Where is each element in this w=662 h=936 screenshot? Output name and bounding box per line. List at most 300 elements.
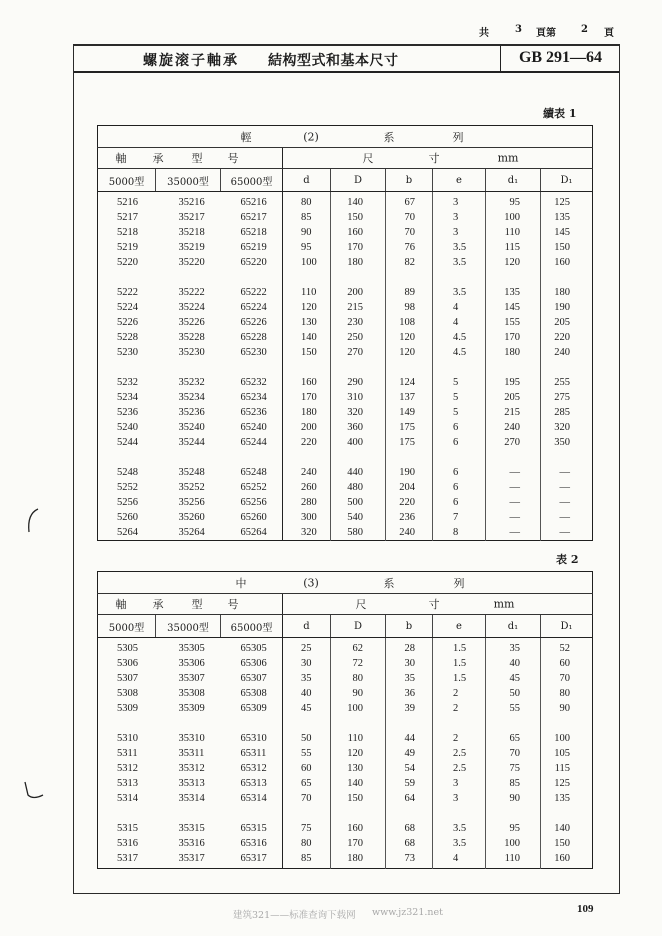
dim-e-cell: 3.5 (433, 836, 486, 851)
spacer-cell (386, 716, 433, 731)
type-65000-cell: 65240 (240, 422, 267, 433)
dim-outer-d-cell: 230 (331, 315, 386, 330)
dim-header-char: 寸 (428, 598, 440, 611)
type-65000-cell: 65314 (240, 793, 267, 804)
spacer-row (98, 866, 593, 869)
watermark-site: 建筑321——标准查询下载网 (233, 910, 356, 921)
type-5000-cell: 5312 (117, 763, 138, 774)
table-row (98, 375, 593, 390)
dim-d-cell: 55 (283, 746, 331, 761)
type-5000-cell: 5315 (117, 823, 138, 834)
spacer-cell (486, 806, 541, 821)
spacer-cell (331, 270, 386, 285)
dim-b-cell: 30 (386, 656, 433, 671)
dim-d1-cell: 205 (486, 390, 541, 405)
type-35000-cell: 35310 (178, 733, 205, 744)
dim-d-cell: 95 (283, 240, 331, 255)
table-row (98, 420, 593, 435)
dim-b-cell: 89 (386, 285, 433, 300)
column-header: 5000型 (98, 615, 156, 638)
dim-d-cell: 100 (283, 255, 331, 270)
dim-d-cell: 45 (283, 701, 331, 716)
table-row (98, 345, 593, 360)
dim-b-cell: 36 (386, 686, 433, 701)
column-header: b (386, 169, 433, 192)
dim-outer-d-cell: 100 (331, 701, 386, 716)
type-35000-cell: 35224 (178, 302, 205, 313)
column-header: d₁ (486, 169, 541, 192)
table-row (98, 791, 593, 806)
table-row (98, 701, 593, 716)
dim-b-cell: 120 (386, 345, 433, 360)
dim-d1-cell: 90 (486, 791, 541, 806)
column-header: 65000型 (221, 615, 283, 638)
dim-outer-d1-cell: 135 (541, 791, 593, 806)
spacer-cell (541, 716, 593, 731)
dim-b-cell: 73 (386, 851, 433, 866)
dim-d1-cell: 120 (486, 255, 541, 270)
dim-e-cell: 8 (433, 525, 486, 541)
table-row (98, 225, 593, 240)
spacer-cell (433, 450, 486, 465)
dim-outer-d-cell: 580 (331, 525, 386, 541)
type-35000-cell: 35314 (178, 793, 205, 804)
dim-b-cell: 204 (386, 480, 433, 495)
dim-d-cell: 85 (283, 210, 331, 225)
type-header-char: 号 (227, 598, 239, 611)
dim-d1-cell: 40 (486, 656, 541, 671)
dim-outer-d-cell: 310 (331, 390, 386, 405)
dim-b-cell: 44 (386, 731, 433, 746)
type-35000-cell: 35256 (178, 497, 205, 508)
spacer-cell (433, 270, 486, 285)
page-total: 3 (515, 24, 522, 35)
column-header: 5000型 (98, 169, 156, 192)
dim-d-cell: 320 (283, 525, 331, 541)
dim-outer-d1-cell: 80 (541, 686, 593, 701)
page-suffix: 頁 (604, 28, 614, 39)
spacer-cell (98, 716, 156, 731)
type-65000-cell: 65234 (240, 392, 267, 403)
table-row (98, 480, 593, 495)
dim-header-char: 尺 (355, 598, 367, 611)
dim-outer-d-cell: 270 (331, 345, 386, 360)
dim-outer-d-cell: 400 (331, 435, 386, 450)
dim-e-cell: 4 (433, 300, 486, 315)
column-header: e (433, 169, 486, 192)
dim-b-cell: 70 (386, 210, 433, 225)
dim-d-cell: 150 (283, 345, 331, 360)
type-65000-cell: 65224 (240, 302, 267, 313)
dim-d1-cell: 50 (486, 686, 541, 701)
type-35000-cell: 35306 (178, 658, 205, 669)
dim-b-cell: 220 (386, 495, 433, 510)
dimension-group-header (283, 594, 593, 615)
dim-e-cell: 2 (433, 731, 486, 746)
dim-b-cell: 120 (386, 330, 433, 345)
type-65000-cell: 65308 (240, 688, 267, 699)
dim-outer-d1-cell: 125 (541, 776, 593, 791)
dim-outer-d1-cell: 320 (541, 420, 593, 435)
series-title-row (98, 126, 593, 148)
dim-outer-d-cell: 250 (331, 330, 386, 345)
table-row (98, 210, 593, 225)
unit-label: mm (497, 151, 519, 165)
dim-outer-d-cell: 360 (331, 420, 386, 435)
spacer-cell (98, 806, 156, 821)
spacer-cell (386, 806, 433, 821)
dim-d1-cell: 65 (486, 731, 541, 746)
type-5000-cell: 5232 (117, 377, 138, 388)
dim-d-cell: 70 (283, 791, 331, 806)
table-row (98, 821, 593, 836)
spacer-cell (156, 270, 221, 285)
light-series-table (97, 125, 593, 541)
type-5000-cell: 5252 (117, 482, 138, 493)
spacer-cell (433, 716, 486, 731)
dim-b-cell: 64 (386, 791, 433, 806)
dim-e-cell: 4 (433, 851, 486, 866)
dim-d1-cell: 240 (486, 420, 541, 435)
type-header-char: 号 (227, 152, 239, 165)
series-label: 系 (383, 130, 395, 144)
type-65000-cell: 65311 (240, 748, 267, 759)
type-35000-cell: 35240 (178, 422, 205, 433)
dim-e-cell: 1.5 (433, 671, 486, 686)
spacer-cell (98, 866, 156, 869)
type-5000-cell: 5236 (117, 407, 138, 418)
spacer-cell (98, 360, 156, 375)
type-5000-cell: 5220 (117, 257, 138, 268)
dim-outer-d-cell: 290 (331, 375, 386, 390)
type-65000-cell: 65260 (240, 512, 267, 523)
spacer-cell (331, 866, 386, 869)
dim-d1-cell: 45 (486, 671, 541, 686)
dim-outer-d1-cell: 160 (541, 255, 593, 270)
type-header-char: 承 (152, 598, 164, 611)
type-5000-cell: 5314 (117, 793, 138, 804)
spacer-row (98, 806, 593, 821)
type-65000-cell: 65244 (240, 437, 267, 448)
dim-b-cell: 35 (386, 671, 433, 686)
dim-outer-d1-cell: 70 (541, 671, 593, 686)
dim-d1-cell: — (486, 465, 541, 480)
type-5000-cell: 5305 (117, 643, 138, 654)
spacer-cell (156, 866, 221, 869)
spacer-cell (433, 806, 486, 821)
type-header-char: 軸 (115, 152, 127, 165)
dim-header-char: 寸 (428, 152, 440, 165)
type-35000-cell: 35248 (178, 467, 205, 478)
dim-d-cell: 110 (283, 285, 331, 300)
document-header (74, 46, 619, 73)
type-35000-cell: 35252 (178, 482, 205, 493)
spacer-cell (541, 866, 593, 869)
type-65000-cell: 65264 (240, 527, 267, 538)
type-65000-cell: 65305 (240, 643, 267, 654)
spacer-cell (283, 806, 331, 821)
type-35000-cell: 35216 (178, 197, 205, 208)
type-35000-cell: 35307 (178, 673, 205, 684)
dim-outer-d1-cell: — (541, 495, 593, 510)
dim-outer-d1-cell: — (541, 510, 593, 525)
dim-outer-d-cell: 140 (331, 776, 386, 791)
header-divider (500, 46, 501, 71)
type-5000-cell: 5316 (117, 838, 138, 849)
type-5000-cell: 5230 (117, 347, 138, 358)
table-row (98, 405, 593, 420)
type-65000-cell: 65226 (240, 317, 267, 328)
type-35000-cell: 35305 (178, 643, 205, 654)
table-row (98, 195, 593, 210)
dim-d-cell: 300 (283, 510, 331, 525)
dim-d1-cell: 85 (486, 776, 541, 791)
spacer-cell (156, 360, 221, 375)
spacer-cell (541, 270, 593, 285)
table-row (98, 671, 593, 686)
dim-e-cell: 3 (433, 791, 486, 806)
type-65000-cell: 65309 (240, 703, 267, 714)
type-35000-cell: 35232 (178, 377, 205, 388)
dim-outer-d-cell: 440 (331, 465, 386, 480)
type-header-char: 型 (191, 598, 203, 611)
spacer-cell (283, 450, 331, 465)
type-5000-cell: 5218 (117, 227, 138, 238)
spacer-cell (486, 450, 541, 465)
type-35000-cell: 35317 (178, 853, 205, 864)
dim-e-cell: 5 (433, 405, 486, 420)
dim-d-cell: 40 (283, 686, 331, 701)
dim-b-cell: 39 (386, 701, 433, 716)
column-header: 35000型 (156, 169, 221, 192)
dim-d-cell: 30 (283, 656, 331, 671)
type-65000-cell: 65248 (240, 467, 267, 478)
dim-d1-cell: — (486, 510, 541, 525)
type-65000-cell: 65316 (240, 838, 267, 849)
table-row (98, 300, 593, 315)
dim-d-cell: 60 (283, 761, 331, 776)
type-65000-cell: 65228 (240, 332, 267, 343)
spacer-cell (221, 450, 283, 465)
spacer-cell (283, 716, 331, 731)
column-header: b (386, 615, 433, 638)
type-65000-cell: 65216 (240, 197, 267, 208)
dim-outer-d1-cell: — (541, 465, 593, 480)
dim-b-cell: 98 (386, 300, 433, 315)
dim-outer-d1-cell: 350 (541, 435, 593, 450)
spacer-cell (386, 450, 433, 465)
dim-b-cell: 82 (386, 255, 433, 270)
spacer-cell (156, 450, 221, 465)
dim-e-cell: 3 (433, 210, 486, 225)
table-row (98, 255, 593, 270)
type-65000-cell: 65313 (240, 778, 267, 789)
column-header: 65000型 (221, 169, 283, 192)
dim-d1-cell: 145 (486, 300, 541, 315)
spacer-cell (221, 360, 283, 375)
table-row (98, 686, 593, 701)
dim-e-cell: 2.5 (433, 746, 486, 761)
dim-d-cell: 220 (283, 435, 331, 450)
dim-d1-cell: — (486, 480, 541, 495)
spacer-cell (283, 360, 331, 375)
type-5000-cell: 5264 (117, 527, 138, 538)
dim-d1-cell: 170 (486, 330, 541, 345)
type-35000-cell: 35309 (178, 703, 205, 714)
dim-b-cell: 149 (386, 405, 433, 420)
document-subtitle: 結构型式和基本尺寸 (268, 53, 399, 69)
dim-d1-cell: 75 (486, 761, 541, 776)
type-35000-cell: 35312 (178, 763, 205, 774)
column-header: 35000型 (156, 615, 221, 638)
dim-e-cell: 3.5 (433, 285, 486, 300)
column-header: D₁ (541, 169, 593, 192)
dim-outer-d-cell: 540 (331, 510, 386, 525)
type-5000-cell: 5240 (117, 422, 138, 433)
type-35000-cell: 35219 (178, 242, 205, 253)
spacer-row (98, 450, 593, 465)
dim-outer-d-cell: 170 (331, 836, 386, 851)
spacer-cell (386, 866, 433, 869)
dim-b-cell: 68 (386, 821, 433, 836)
dim-b-cell: 59 (386, 776, 433, 791)
spacer-cell (331, 716, 386, 731)
type-65000-cell: 65312 (240, 763, 267, 774)
dim-outer-d1-cell: 135 (541, 210, 593, 225)
dim-outer-d-cell: 120 (331, 746, 386, 761)
type-65000-cell: 65220 (240, 257, 267, 268)
dim-outer-d1-cell: — (541, 525, 593, 541)
type-35000-cell: 35315 (178, 823, 205, 834)
table-row (98, 836, 593, 851)
spacer-cell (386, 360, 433, 375)
series-name: 中 (235, 576, 247, 590)
type-5000-cell: 5309 (117, 703, 138, 714)
dim-b-cell: 236 (386, 510, 433, 525)
dim-d-cell: 90 (283, 225, 331, 240)
dim-outer-d-cell: 110 (331, 731, 386, 746)
dim-e-cell: 5 (433, 375, 486, 390)
dim-d1-cell: 215 (486, 405, 541, 420)
type-5000-cell: 5260 (117, 512, 138, 523)
dim-outer-d-cell: 150 (331, 210, 386, 225)
dim-outer-d1-cell: 205 (541, 315, 593, 330)
dim-outer-d1-cell: 150 (541, 836, 593, 851)
dim-outer-d1-cell: 150 (541, 240, 593, 255)
type-65000-cell: 65236 (240, 407, 267, 418)
spacer-cell (386, 270, 433, 285)
type-65000-cell: 65317 (240, 853, 267, 864)
spacer-cell (331, 806, 386, 821)
dim-d1-cell: 270 (486, 435, 541, 450)
dim-e-cell: 3 (433, 225, 486, 240)
dim-b-cell: 175 (386, 435, 433, 450)
table-2-caption: 表 2 (556, 553, 579, 566)
spacer-cell (433, 866, 486, 869)
type-35000-cell: 35226 (178, 317, 205, 328)
column-header: D₁ (541, 615, 593, 638)
dim-outer-d1-cell: 160 (541, 851, 593, 866)
dim-d-cell: 260 (283, 480, 331, 495)
table-row (98, 746, 593, 761)
spacer-cell (283, 866, 331, 869)
column-header: D (331, 169, 386, 192)
type-65000-cell: 65307 (240, 673, 267, 684)
type-35000-cell: 35244 (178, 437, 205, 448)
table-row (98, 240, 593, 255)
type-35000-cell: 35264 (178, 527, 205, 538)
dim-e-cell: 1.5 (433, 656, 486, 671)
dim-outer-d1-cell: 140 (541, 821, 593, 836)
dim-b-cell: 67 (386, 195, 433, 210)
type-35000-cell: 35230 (178, 347, 205, 358)
type-35000-cell: 35217 (178, 212, 205, 223)
dim-d1-cell: — (486, 495, 541, 510)
dim-outer-d-cell: 160 (331, 225, 386, 240)
dim-d-cell: 200 (283, 420, 331, 435)
dim-d1-cell: 155 (486, 315, 541, 330)
dim-d1-cell: 110 (486, 225, 541, 240)
dim-outer-d-cell: 140 (331, 195, 386, 210)
dim-d-cell: 80 (283, 836, 331, 851)
type-35000-cell: 35311 (178, 748, 205, 759)
dim-outer-d-cell: 72 (331, 656, 386, 671)
dim-outer-d-cell: 180 (331, 255, 386, 270)
type-5000-cell: 5224 (117, 302, 138, 313)
dim-outer-d-cell: 80 (331, 671, 386, 686)
dim-d-cell: 85 (283, 851, 331, 866)
table-row (98, 465, 593, 480)
type-5000-cell: 5311 (117, 748, 138, 759)
type-35000-cell: 35220 (178, 257, 205, 268)
unit-label: mm (493, 597, 515, 611)
table-row (98, 435, 593, 450)
dim-d-cell: 130 (283, 315, 331, 330)
table-row (98, 495, 593, 510)
dim-d1-cell: 115 (486, 240, 541, 255)
dim-e-cell: 2 (433, 686, 486, 701)
type-35000-cell: 35316 (178, 838, 205, 849)
type-35000-cell: 35313 (178, 778, 205, 789)
bearing-type-group-header (98, 594, 283, 615)
spacer-cell (541, 450, 593, 465)
dim-e-cell: 3 (433, 195, 486, 210)
spacer-cell (486, 866, 541, 869)
table-row (98, 731, 593, 746)
dim-e-cell: 6 (433, 465, 486, 480)
type-65000-cell: 65218 (240, 227, 267, 238)
table-row (98, 390, 593, 405)
table-1-caption: 續表 1 (543, 107, 577, 120)
dim-d1-cell: 35 (486, 641, 541, 656)
dim-b-cell: 190 (386, 465, 433, 480)
dim-e-cell: 6 (433, 420, 486, 435)
type-5000-cell: 5228 (117, 332, 138, 343)
type-5000-cell: 5217 (117, 212, 138, 223)
spacer-cell (156, 806, 221, 821)
dim-d1-cell: 95 (486, 195, 541, 210)
dim-d-cell: 160 (283, 375, 331, 390)
column-header: e (433, 615, 486, 638)
type-header-char: 型 (191, 152, 203, 165)
type-35000-cell: 35236 (178, 407, 205, 418)
spacer-cell (541, 806, 593, 821)
table-row (98, 330, 593, 345)
column-header: d (283, 169, 331, 192)
dim-d-cell: 35 (283, 671, 331, 686)
dim-outer-d1-cell: 115 (541, 761, 593, 776)
type-5000-cell: 5310 (117, 733, 138, 744)
